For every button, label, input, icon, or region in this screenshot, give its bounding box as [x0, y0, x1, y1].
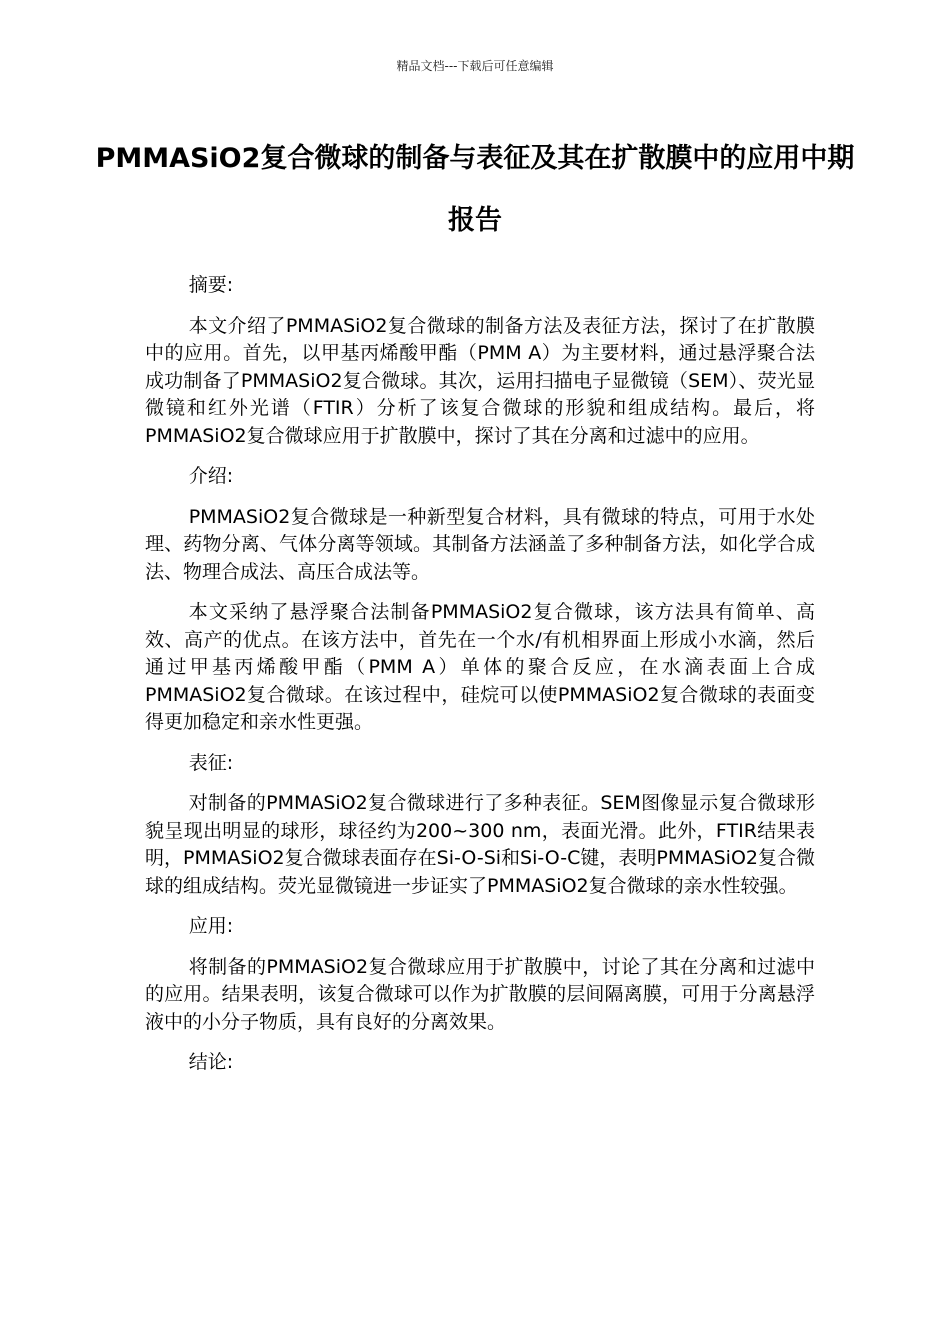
application-paragraph: 将制备的PMMASiO2复合微球应用于扩散膜中，讨论了其在分离和过滤中的应用。结果表明，该复合微球可以作为扩散膜的层间隔离膜，可用于分离悬浮液中的小分子物质，具有良好的分离效果。 [145, 955, 815, 1033]
introduction-paragraph-1: PMMASiO2复合微球是一种新型复合材料，具有微球的特点，可用于水处理、药物分离、气体分离等领域。其制备方法涵盖了多种制备方法，如化学合成法、物理合成法、高压合成法等。 [145, 505, 815, 583]
section-heading-abstract: 摘要: [188, 274, 234, 296]
introduction-paragraph-2: 本文采纳了悬浮聚合法制备PMMASiO2复合微球，该方法具有简单、高效、高产的优点。在该方法中，首先在一个水/有机相界面上形成小水滴，然后通过甲基丙烯酸甲酯（PMM A）单体的聚合反应，在水滴表面上合成PMMASiO2复合微球。在该过程中，硅烷可以使PMMASiO2复合微球的表面变得更加稳定和亲水性更强。 [145, 601, 815, 733]
section-heading-conclusion: 结论: [188, 1051, 234, 1073]
header-note: 精品文档---下载后可任意编辑 [396, 59, 554, 73]
section-heading-introduction: 介绍: [188, 465, 234, 487]
characterization-paragraph: 对制备的PMMASiO2复合微球进行了多种表征。SEM图像显示复合微球形貌呈现出明显的球形，球径约为200~300 nm，表面光滑。此外，FTIR结果表明，PMMASiO2复合微球表面存在Si-O-Si和Si-O-C键，表明PMMASiO2复合微球的组成结构。荧光显微镜进一步证实了PMMASiO2复合微球的亲水性较强。 [145, 792, 815, 897]
abstract-paragraph: 本文介绍了PMMASiO2复合微球的制备方法及表征方法，探讨了在扩散膜中的应用。首先，以甲基丙烯酸甲酯（PMM A）为主要材料，通过悬浮聚合法成功制备了PMMASiO2复合微球。其次，运用扫描电子显微镜（SEM）、荧光显微镜和红外光谱（FTIR）分析了该复合微球的形貌和组成结构。最后，将PMMASiO2复合微球应用于扩散膜中，探讨了其在分离和过滤中的应用。 [145, 314, 815, 447]
section-heading-application: 应用: [188, 915, 234, 937]
document-body [145, 272, 815, 1090]
section-heading-characterization: 表征: [188, 751, 234, 774]
document-title: PMMASiO2复合微球的制备与表征及其在扩散膜中的应用中期报告 [95, 143, 855, 236]
